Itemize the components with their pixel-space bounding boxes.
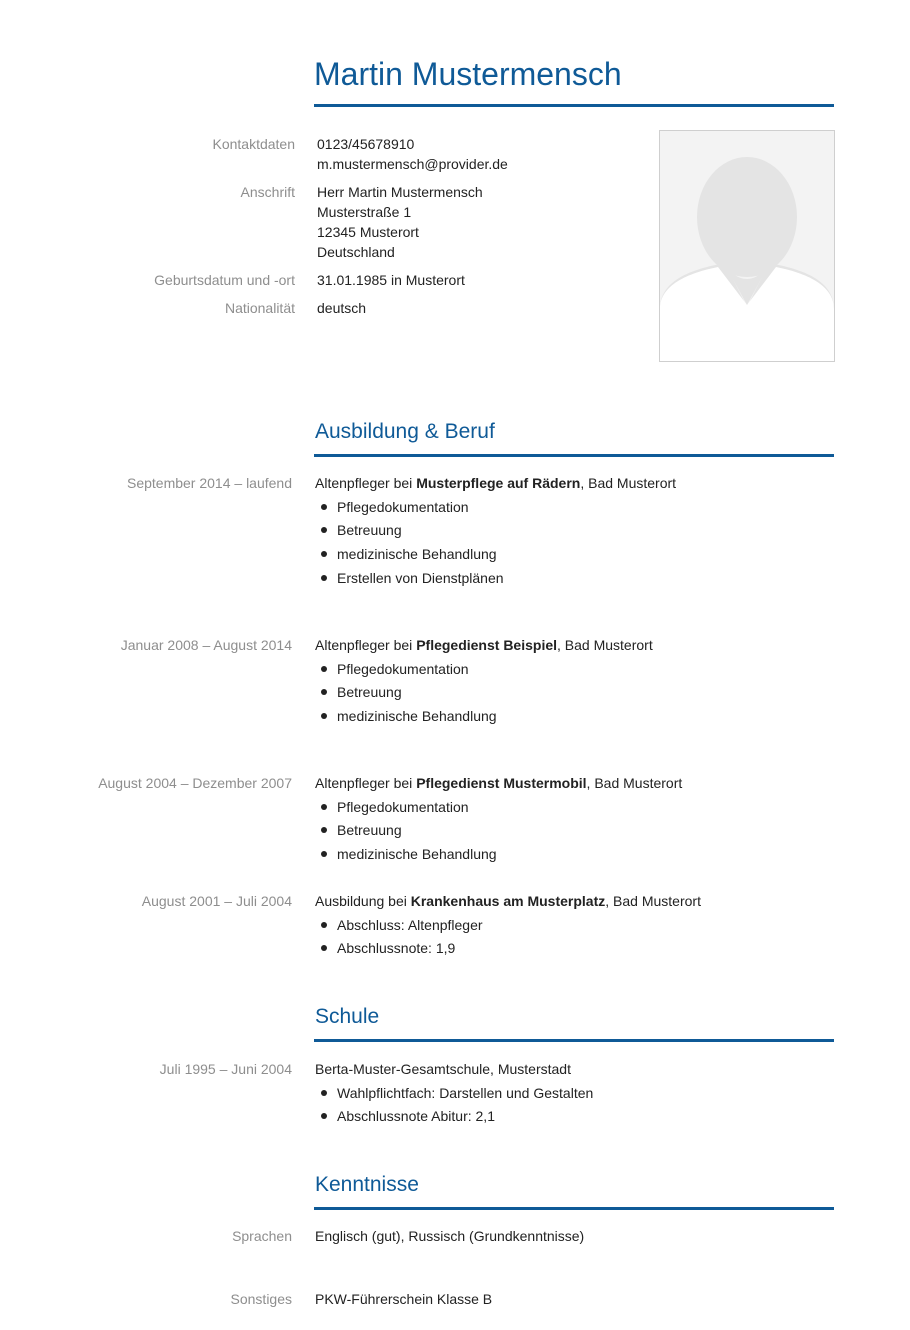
section-rule bbox=[314, 1039, 834, 1042]
address-values bbox=[317, 182, 483, 262]
address-line: Deutschland bbox=[317, 244, 395, 260]
other-skills-value: PKW-Führerschein Klasse B bbox=[315, 1291, 493, 1307]
career-role: Altenpfleger bei bbox=[315, 637, 417, 653]
list-item: Betreuung bbox=[315, 520, 835, 540]
email-address: m.mustermensch@provider.de bbox=[317, 156, 508, 172]
list-item: Wahlpflichtfach: Darstellen und Gestalten bbox=[315, 1083, 835, 1103]
school-period: Juli 1995 – Juni 2004 bbox=[159, 1061, 292, 1077]
career-heading bbox=[315, 773, 835, 793]
address-label: Anschrift bbox=[240, 184, 295, 200]
list-item: medizinische Behandlung bbox=[315, 706, 835, 726]
birth-label: Geburtsdatum und -ort bbox=[154, 272, 295, 288]
career-period: August 2001 – Juli 2004 bbox=[141, 893, 292, 909]
section-title-skills: Kenntnisse bbox=[315, 1173, 419, 1196]
languages-value: Englisch (gut), Russisch (Grundkenntnisse) bbox=[315, 1228, 585, 1244]
career-employer: Pflegedienst Beispiel bbox=[416, 637, 558, 653]
list-item: Betreuung bbox=[315, 682, 835, 702]
career-task-list bbox=[315, 659, 835, 726]
section-rule bbox=[314, 1207, 834, 1210]
career-employer: Musterpflege auf Rädern bbox=[416, 475, 581, 491]
header-rule bbox=[314, 104, 834, 107]
career-role: Ausbildung bei bbox=[315, 893, 411, 909]
list-item: Abschlussnote: 1,9 bbox=[315, 938, 835, 958]
address-line: Herr Martin Mustermensch bbox=[317, 184, 483, 200]
career-entry bbox=[315, 773, 835, 864]
section-title-school: Schule bbox=[315, 1005, 380, 1028]
career-employer: Krankenhaus am Musterplatz bbox=[410, 893, 606, 909]
contact-values bbox=[317, 134, 508, 174]
list-item: Pflegedokumentation bbox=[315, 797, 835, 817]
career-employer: Pflegedienst Mustermobil bbox=[416, 775, 587, 791]
career-location: , Bad Musterort bbox=[605, 893, 701, 909]
school-institution: Berta-Muster-Gesamtschule, Musterstadt bbox=[315, 1061, 571, 1077]
career-entry bbox=[315, 891, 835, 958]
list-item: medizinische Behandlung bbox=[315, 844, 835, 864]
profile-photo-placeholder bbox=[659, 130, 835, 362]
section-title-career: Ausbildung & Beruf bbox=[315, 420, 495, 443]
career-location: , Bad Musterort bbox=[557, 637, 653, 653]
section-rule bbox=[314, 454, 834, 457]
career-role: Altenpfleger bei bbox=[315, 775, 417, 791]
phone-number: 0123/45678910 bbox=[317, 136, 415, 152]
languages-label: Sprachen bbox=[232, 1228, 292, 1244]
career-period: Januar 2008 – August 2014 bbox=[120, 637, 292, 653]
career-role: Altenpfleger bei bbox=[315, 475, 417, 491]
career-heading bbox=[315, 891, 835, 911]
career-period: September 2014 – laufend bbox=[126, 475, 292, 491]
address-line: Musterstraße 1 bbox=[317, 204, 412, 220]
school-entry bbox=[315, 1059, 835, 1126]
career-location: , Bad Musterort bbox=[580, 475, 677, 491]
career-location: , Bad Musterort bbox=[586, 775, 683, 791]
address-line: 12345 Musterort bbox=[317, 224, 419, 240]
cv-name: Martin Mustermensch bbox=[314, 56, 622, 92]
nationality-label: Nationalität bbox=[224, 300, 295, 316]
contact-label: Kontaktdaten bbox=[212, 136, 295, 152]
school-detail-list bbox=[315, 1083, 835, 1127]
list-item: medizinische Behandlung bbox=[315, 544, 835, 564]
list-item: Betreuung bbox=[315, 820, 835, 840]
list-item: Abschlussnote Abitur: 2,1 bbox=[315, 1106, 835, 1126]
career-entry bbox=[315, 635, 835, 726]
career-period: August 2004 – Dezember 2007 bbox=[98, 775, 292, 791]
career-task-list bbox=[315, 915, 835, 959]
person-silhouette-icon bbox=[660, 131, 834, 361]
career-task-list bbox=[315, 797, 835, 864]
career-heading bbox=[315, 635, 835, 655]
list-item: Erstellen von Dienstplänen bbox=[315, 568, 835, 588]
career-task-list bbox=[315, 497, 835, 588]
list-item: Pflegedokumentation bbox=[315, 659, 835, 679]
list-item: Abschluss: Altenpfleger bbox=[315, 915, 835, 935]
birth-value: 31.01.1985 in Musterort bbox=[317, 272, 465, 288]
career-entry bbox=[315, 473, 835, 588]
nationality-value: deutsch bbox=[317, 300, 367, 316]
list-item: Pflegedokumentation bbox=[315, 497, 835, 517]
other-skills-label: Sonstiges bbox=[230, 1291, 292, 1307]
career-heading bbox=[315, 473, 835, 493]
